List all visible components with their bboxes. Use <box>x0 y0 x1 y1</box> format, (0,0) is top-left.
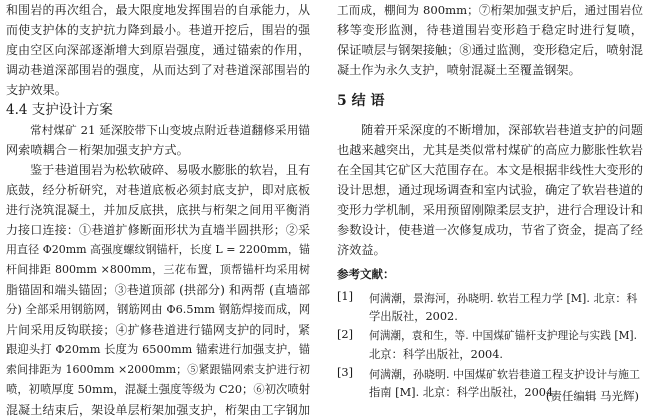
body-line: 混凝土结束后，架设单层桁架加强支护，桁架由工字钢加 <box>6 403 310 417</box>
reference-number: [3] <box>337 366 354 379</box>
conclusion-line: 在全国其它矿区大范围存在。本文是根据非线性大变形的 <box>337 163 643 177</box>
conclusion-line: 参数设计，使巷道一次修复成功，节省了资金，提高了经 <box>337 223 643 237</box>
body-line: 喷，初喷厚度 50mm，混凝土强度等级为 C20；⑥初次喷射 <box>6 383 310 396</box>
body-line: 用直径 Φ20mm 高强度螺纹钢锚杆，长度 L = 2200mm，锚 <box>6 243 310 256</box>
body-line: 移等变形监测，待巷道围岩变形趋于稳定时进行复喷， <box>337 23 643 37</box>
reference-text: 学出版社，2002. <box>369 310 458 323</box>
body-line: 工而成，棚间为 800mm；⑦桁架加强支护后，通过围岩位 <box>337 3 643 17</box>
section-heading-4-4: 4.4 支护设计方案 <box>6 102 113 118</box>
body-line: 片间采用反钩联接；④扩修巷道进行锚网支护的同时，紧 <box>6 323 310 337</box>
reference-text: 何满潮，袁和生，等. 中国煤矿锚杆支护理论与实践 [M]. <box>369 329 637 342</box>
reference-number: [2] <box>337 328 354 341</box>
body-line: 力接口连接：①巷道扩修断面形状为直墙半圆拱形；②采 <box>6 223 310 237</box>
body-line: 常村煤矿 21 延深胶带下山变坡点附近巷道翻修采用锚 <box>30 123 310 137</box>
body-line: 网索喷耦合－桁架加强支护方式。 <box>6 143 189 157</box>
editor-credit: (责任编辑 马光辉) <box>545 389 639 403</box>
body-line: 索间排距为 1600mm ×2000mm；⑤紧跟锚网索支护进行初 <box>6 363 310 376</box>
body-line: 底鼓，经分析研究，对巷道底板必须封底支护，即对底板 <box>6 183 310 197</box>
reference-text: 指南 [M]. 北京：科学出版社，2004. <box>369 386 557 399</box>
conclusion-line: 变形力学机制，采用预留刚隙柔层支护，进行合理设计和 <box>337 203 643 217</box>
conclusion-line: 济效益。 <box>337 243 386 257</box>
intro-line: 度由空区向深部逐渐增大到原岩强度，通过锚索的作用， <box>6 43 310 57</box>
reference-text: 北京：科学出版社，2004. <box>369 348 504 361</box>
body-line: 保证喷层与钢架接触；⑧通过监测，变形稳定后，喷射混 <box>337 43 643 57</box>
conclusion-line: 设计思想，通过现场调查和室内试验，确定了软岩巷道的 <box>337 183 643 197</box>
intro-line: 调动巷道深部围岩的强度，从而达到了对巷道深部围岩的 <box>6 63 310 77</box>
body-line: 鉴于巷道围岩为松软破碎、易吸水膨胀的软岩，且有 <box>30 163 311 177</box>
reference-text: 何满潮，孙晓明. 中国煤矿软岩巷道工程支护设计与施工 <box>369 368 640 381</box>
body-line: 进行浇筑混凝土，并加反底拱，底拱与桁架之间用平衡消 <box>6 203 310 217</box>
conclusion-line: 也越来越突出，尤其是类似常村煤矿的高应力膨胀性软岩 <box>337 143 643 157</box>
intro-line: 支护效果。 <box>6 83 67 97</box>
body-line: 跟迎头打 Φ20mm 长度为 6500mm 锚索进行加强支护，锚 <box>6 343 310 356</box>
body-line: 分) 全部采用钢筋网，钢筋网由 Φ6.5mm 钢筋焊接而成，网 <box>6 303 310 316</box>
reference-number: [1] <box>337 290 354 303</box>
body-line: 凝土作为永久支护，喷射混凝土至覆盖钢架。 <box>337 63 581 77</box>
references-label: 参考文献： <box>337 267 395 281</box>
section-heading-5: 5 结 语 <box>337 93 385 109</box>
reference-text: 何满潮，景海河，孙晓明. 软岩工程力学 [M]. 北京：科 <box>369 292 638 305</box>
body-line: 杆间排距 800mm ×800mm，三花布置，顶帮锚杆均采用树 <box>6 263 310 276</box>
body-line: 脂锚固和端头锚固；③巷道顶部 (拱部分) 和两帮 (直墙部 <box>6 283 310 297</box>
conclusion-line: 随着开采深度的不断增加，深部软岩巷道支护的问题 <box>361 123 643 137</box>
intro-line: 而使支护体的支护抗力降到最小。巷道开挖后，围岩的强 <box>6 23 310 37</box>
intro-line: 和围岩的再次组合，最大限度地发挥围岩的自承能力，从 <box>6 3 310 17</box>
